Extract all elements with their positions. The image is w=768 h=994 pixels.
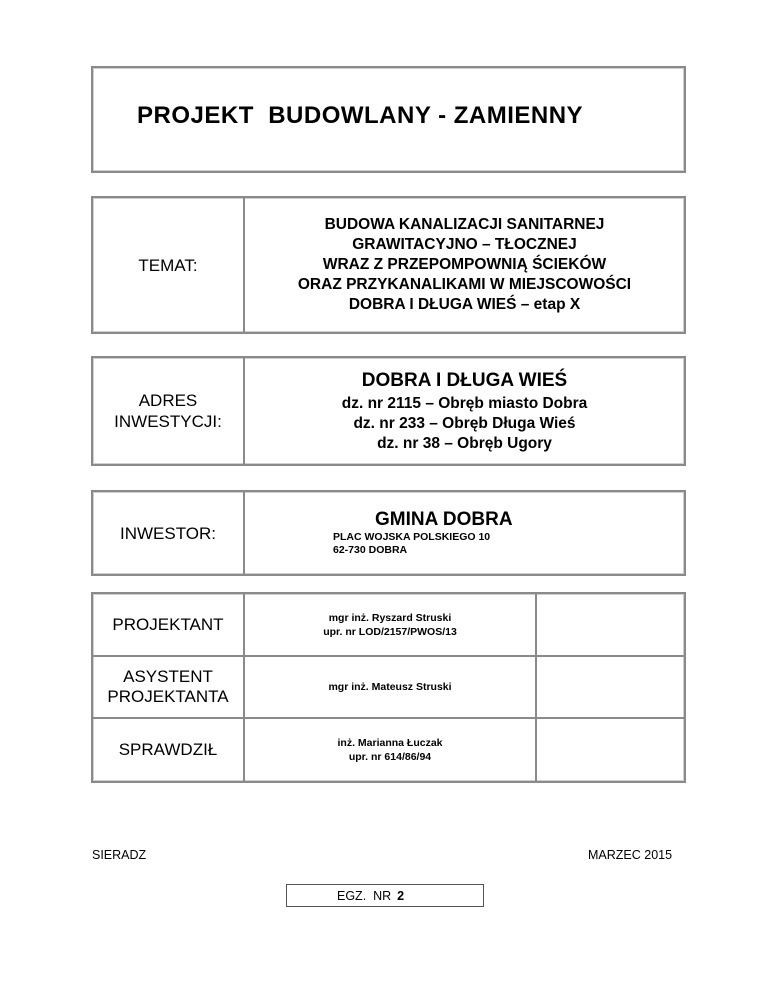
parcel-line: dz. nr 38 – Obręb Ugory [377, 435, 552, 452]
copy-label: EGZ. NR [337, 888, 392, 903]
topic-value [245, 198, 684, 332]
role-label-line: PROJEKTANTA [107, 687, 229, 706]
investor-street: PLAC WOJSKA POLSKIEGO 10 [333, 531, 491, 543]
role-label: PROJEKTANT [93, 594, 245, 655]
table-row [93, 657, 684, 719]
topic-line: BUDOWA KANALIZACJI SANITARNEJ [324, 216, 605, 233]
person-cell [245, 719, 537, 781]
person-name: inż. Marianna Łuczak [337, 737, 443, 749]
role-label [93, 657, 245, 717]
signature-cell [537, 657, 684, 717]
date-text: MARZEC 2015 [588, 848, 673, 862]
table-row [93, 594, 684, 657]
person-name: mgr inż. Mateusz Struski [328, 681, 452, 693]
address-title: DOBRA I DŁUGA WIEŚ [361, 370, 568, 391]
address-value [245, 358, 684, 464]
team-table [91, 592, 686, 783]
address-section [91, 356, 686, 466]
address-label-line: ADRES [138, 391, 198, 410]
table-row [93, 719, 684, 781]
signature-cell [537, 719, 684, 781]
topic-section [91, 196, 686, 334]
person-cell [245, 594, 537, 655]
person-cell [245, 657, 537, 717]
person-license: upr. nr 614/86/94 [348, 751, 432, 763]
investor-label: INWESTOR: [93, 492, 245, 574]
place-text: SIERADZ [92, 848, 147, 862]
topic-line: DOBRA I DŁUGA WIEŚ – etap X [348, 296, 581, 313]
document-title: PROJEKT BUDOWLANY - ZAMIENNY [137, 102, 584, 129]
investor-name: GMINA DOBRA [375, 509, 513, 530]
copy-number: 2 [397, 888, 405, 903]
role-label-line: ASYSTENT [123, 667, 213, 686]
topic-line: WRAZ Z PRZEPOMPOWNIĄ ŚCIEKÓW [322, 256, 607, 273]
topic-line: GRAWITACYJNO – TŁOCZNEJ [352, 236, 577, 253]
person-name: mgr inż. Ryszard Struski [328, 611, 452, 624]
copy-number-box [286, 884, 484, 907]
parcel-line: dz. nr 2115 – Obręb miasto Dobra [341, 395, 588, 412]
investor-section [91, 490, 686, 576]
topic-label: TEMAT: [93, 198, 245, 332]
person-license: upr. nr LOD/2157/PWOS/13 [323, 625, 457, 638]
signature-cell [537, 594, 684, 655]
role-label: SPRAWDZIŁ [93, 719, 245, 781]
address-label [93, 358, 245, 464]
topic-line: ORAZ PRZYKANALIKAMI W MIEJSCOWOŚCI [297, 276, 632, 293]
parcel-line: dz. nr 233 – Obręb Długa Wieś [353, 415, 576, 432]
address-label-line: INWESTYCJI: [114, 412, 222, 431]
title-box [91, 66, 686, 173]
investor-city: 62-730 DOBRA [333, 544, 408, 556]
investor-value [245, 492, 684, 574]
